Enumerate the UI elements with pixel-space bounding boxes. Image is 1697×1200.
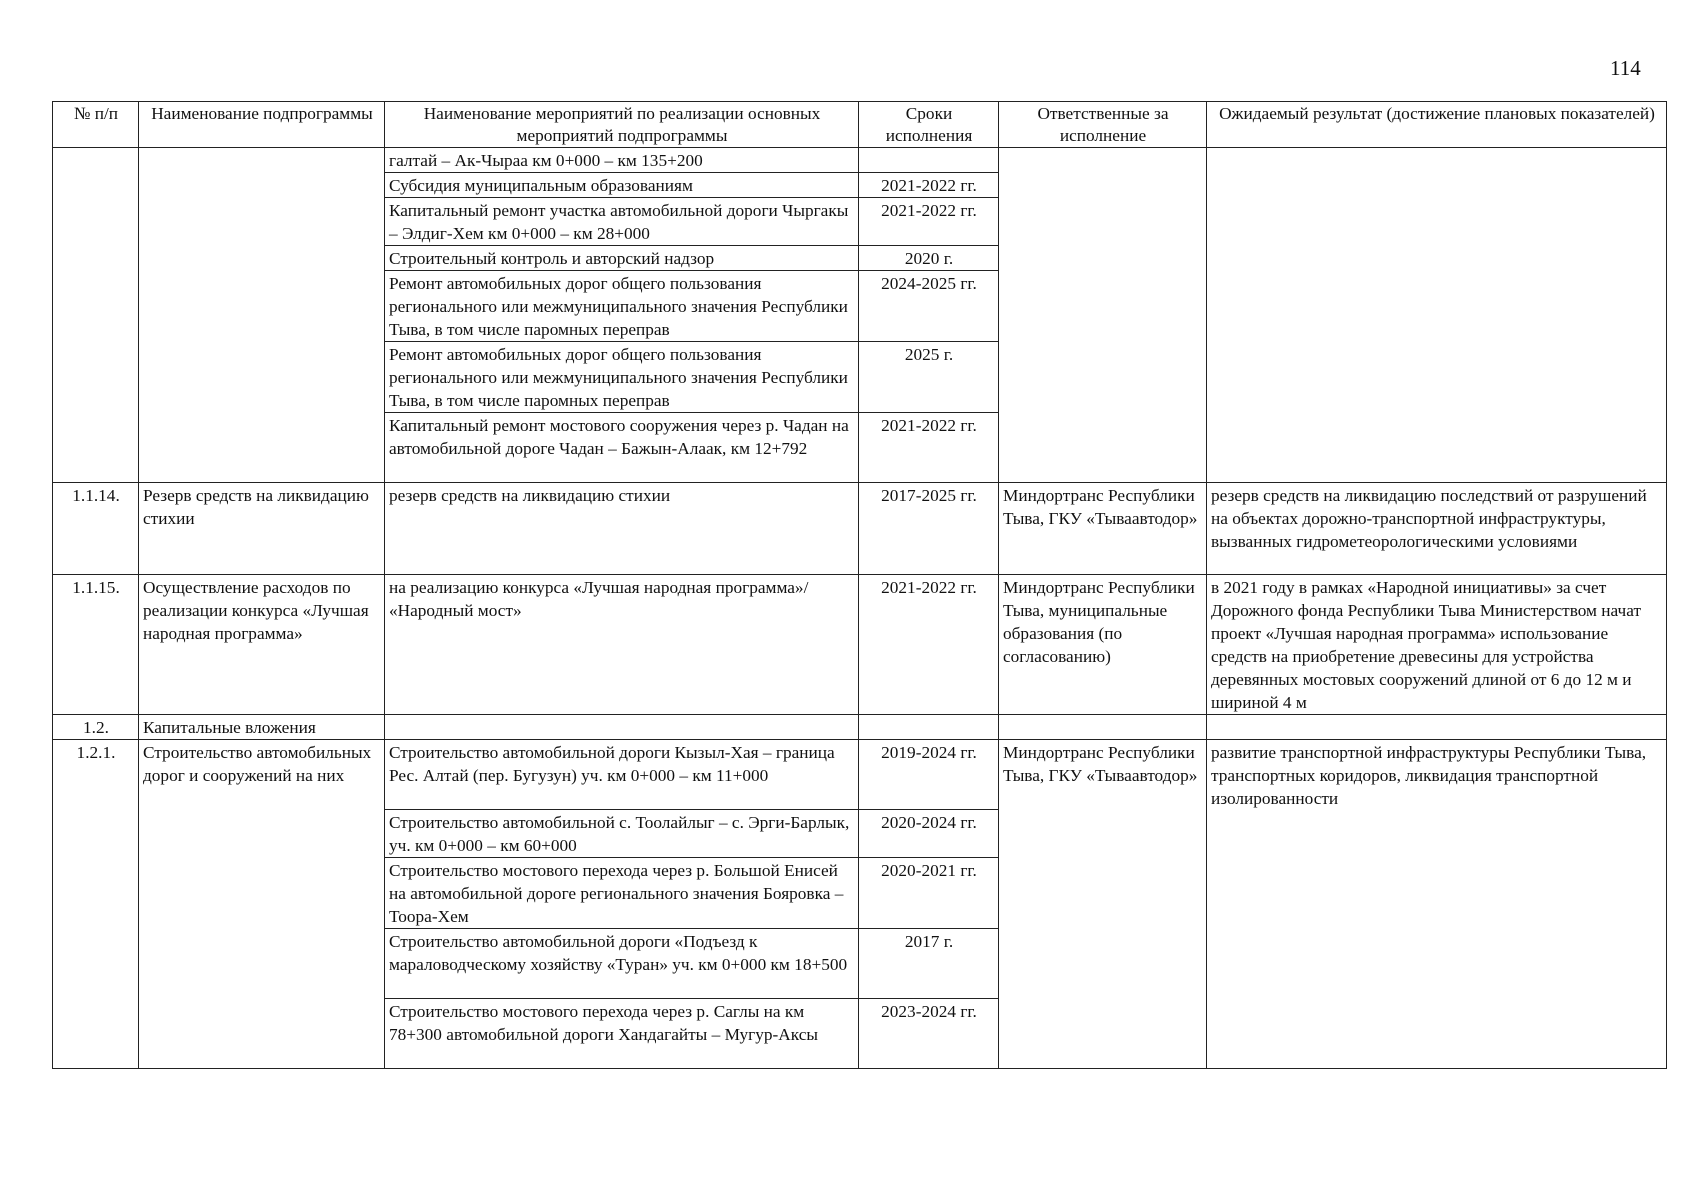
cell-responsible	[999, 148, 1207, 483]
table-header-row	[53, 102, 1667, 148]
table-row	[53, 740, 1667, 810]
cell-term: 2024-2025 гг.	[859, 271, 999, 342]
cell-measure: Строительство автомобильной с. Тоолайлыг – с. Эрги-Барлык, уч. км 0+000 – км 60+000	[385, 810, 859, 858]
cell-num: 1.2.1.	[53, 740, 139, 1069]
table-row	[53, 575, 1667, 715]
measures-table	[52, 101, 1667, 1069]
cell-result: резерв средств на ликвидацию последствий от разрушений на объектах дорожно-транспортной инфраструктуры, вызванных гидрометеорологическими условиями	[1207, 483, 1667, 575]
cell-result	[1207, 148, 1667, 483]
cell-measure: Субсидия муниципальным образованиям	[385, 173, 859, 198]
table-row	[53, 148, 1667, 173]
cell-measure: Ремонт автомобильных дорог общего пользования регионального или межмуниципального значения Республики Тыва, в том числе паромных переправ	[385, 342, 859, 413]
cell-measure: на реализацию конкурса «Лучшая народная программа»/ «Народный мост»	[385, 575, 859, 715]
cell-term: 2023-2024 гг.	[859, 999, 999, 1069]
cell-result	[1207, 715, 1667, 740]
cell-measure: Строительство автомобильной дороги «Подъезд к мараловодческому хозяйству «Туран» уч. км 0+000 км 18+500	[385, 929, 859, 999]
header-measures: Наименование мероприятий по реализации основных мероприятий подпрограммы	[385, 102, 859, 148]
cell-num	[53, 148, 139, 483]
page-number: 114	[1610, 56, 1641, 80]
cell-subprogram: Резерв средств на ликвидацию стихии	[139, 483, 385, 575]
cell-term: 2017-2025 гг.	[859, 483, 999, 575]
cell-term: 2021-2022 гг.	[859, 413, 999, 483]
cell-responsible: Миндортранс Республики Тыва, муниципальные образования (по согласованию)	[999, 575, 1207, 715]
cell-measure: Строительство мостового перехода через р. Большой Енисей на автомобильной дороге регионального значения Бояровка – Тоора-Хем	[385, 858, 859, 929]
cell-term: 2025 г.	[859, 342, 999, 413]
cell-subprogram: Строительство автомобильных дорог и сооружений на них	[139, 740, 385, 1069]
cell-measure: Строительство мостового перехода через р. Саглы на км 78+300 автомобильной дороги Хандагайты – Мугур-Аксы	[385, 999, 859, 1069]
header-terms: Сроки исполнения	[859, 102, 999, 148]
cell-responsible	[999, 715, 1207, 740]
cell-num: 1.2.	[53, 715, 139, 740]
table-row	[53, 715, 1667, 740]
cell-term: 2021-2022 гг.	[859, 173, 999, 198]
cell-term: 2020-2024 гг.	[859, 810, 999, 858]
cell-term: 2021-2022 гг.	[859, 198, 999, 246]
header-num: № п/п	[53, 102, 139, 148]
cell-measure: Ремонт автомобильных дорог общего пользования регионального или межмуниципального значения Республики Тыва, в том числе паромных переправ	[385, 271, 859, 342]
cell-responsible: Миндортранс Республики Тыва, ГКУ «Тываавтодор»	[999, 483, 1207, 575]
cell-measure: галтай – Ак-Чыраа км 0+000 – км 135+200	[385, 148, 859, 173]
cell-measure: Капитальный ремонт участка автомобильной дороги Чыргакы – Элдиг-Хем км 0+000 – км 28+000	[385, 198, 859, 246]
table-row	[53, 483, 1667, 575]
cell-num: 1.1.14.	[53, 483, 139, 575]
cell-result: в 2021 году в рамках «Народной инициативы» за счет Дорожного фонда Республики Тыва Министерством начат проект «Лучшая народная программа» использование средств на приобретение древесины для устройства деревянных мостовых сооружений длиной от 6 до 12 м и шириной 4 м	[1207, 575, 1667, 715]
cell-subprogram: Осуществление расходов по реализации конкурса «Лучшая народная программа»	[139, 575, 385, 715]
cell-term: 2017 г.	[859, 929, 999, 999]
header-result: Ожидаемый результат (достижение плановых показателей)	[1207, 102, 1667, 148]
cell-term: 2020-2021 гг.	[859, 858, 999, 929]
cell-measure: резерв средств на ликвидацию стихии	[385, 483, 859, 575]
cell-term: 2019-2024 гг.	[859, 740, 999, 810]
cell-measure: Строительство автомобильной дороги Кызыл-Хая – граница Рес. Алтай (пер. Бугузун) уч. км 0+000 – км 11+000	[385, 740, 859, 810]
header-responsible: Ответственные за исполнение	[999, 102, 1207, 148]
cell-measure: Капитальный ремонт мостового сооружения через р. Чадан на автомобильной дороге Чадан – Бажын-Алаак, км 12+792	[385, 413, 859, 483]
cell-subprogram	[139, 148, 385, 483]
cell-measure: Строительный контроль и авторский надзор	[385, 246, 859, 271]
cell-measure	[385, 715, 859, 740]
cell-subprogram: Капитальные вложения	[139, 715, 385, 740]
cell-term: 2021-2022 гг.	[859, 575, 999, 715]
cell-num: 1.1.15.	[53, 575, 139, 715]
cell-term	[859, 715, 999, 740]
cell-responsible: Миндортранс Республики Тыва, ГКУ «Тываавтодор»	[999, 740, 1207, 1069]
cell-term	[859, 148, 999, 173]
header-subprogram: Наименование подпрограммы	[139, 102, 385, 148]
cell-term: 2020 г.	[859, 246, 999, 271]
cell-result: развитие транспортной инфраструктуры Республики Тыва, транспортных коридоров, ликвидация транспортной изолированности	[1207, 740, 1667, 1069]
